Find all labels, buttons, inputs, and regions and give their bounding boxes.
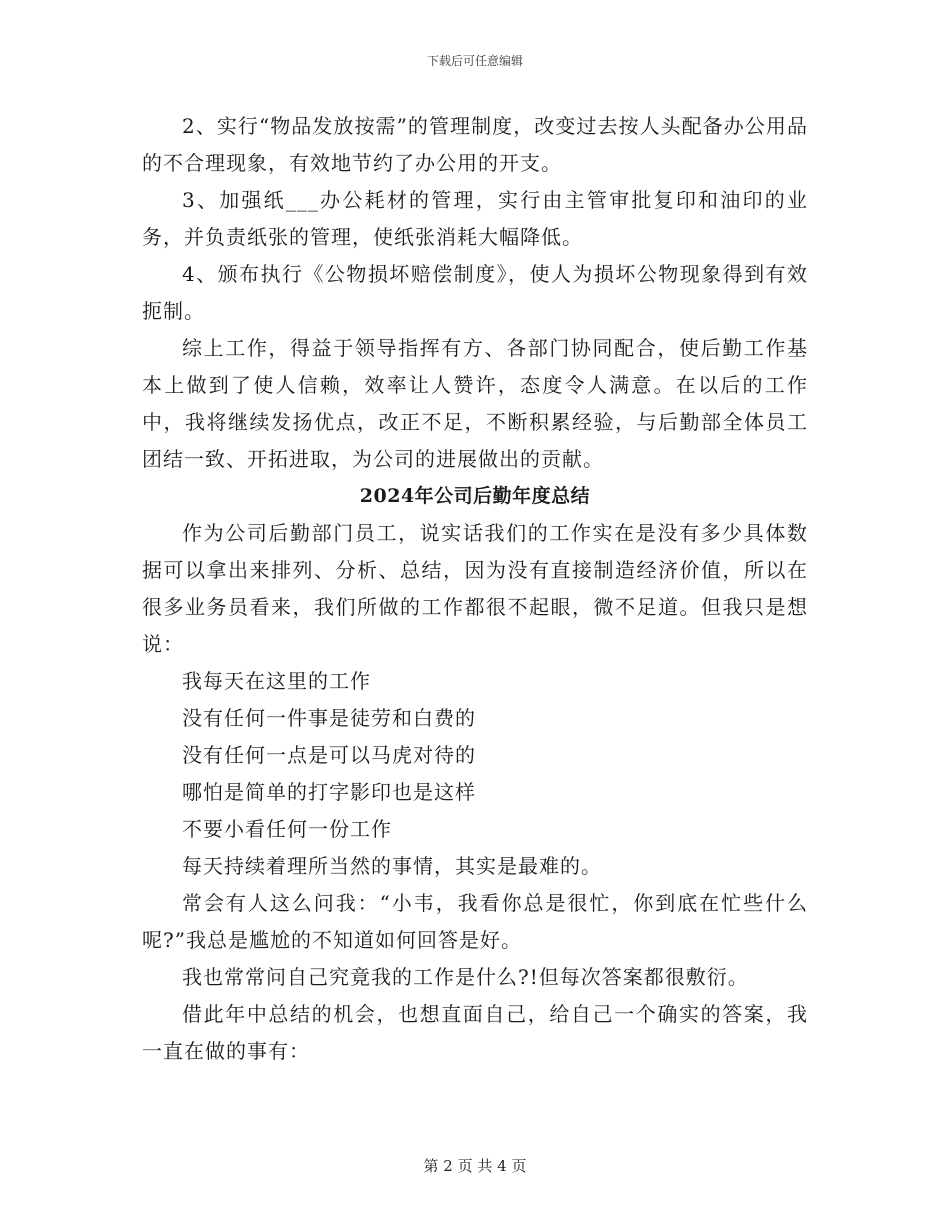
paragraph-item-2: 2、实行“物品发放按需”的管理制度，改变过去按人头配备办公用品的不合理现象，有效地节约了办公用的开支。 bbox=[142, 114, 808, 175]
verse-line-5: 不要小看任何一份工作 bbox=[182, 817, 392, 841]
paragraph-item-3: 3、加强纸___办公耗材的管理，实行由主管审批复印和油印的业务，并负责纸张的管理，使纸张消耗大幅降低。 bbox=[142, 188, 808, 249]
section-title: 2024年公司后勤年度总结 bbox=[359, 485, 591, 507]
verse-line-3: 没有任何一点是可以马虎对待的 bbox=[182, 743, 476, 767]
paragraph-daily: 每天持续着理所当然的事情，其实是最难的。 bbox=[182, 854, 602, 878]
page-header: 下载后可任意编辑 bbox=[426, 54, 523, 68]
paragraph-answer: 借此年中总结的机会，也想直面自己，给自己一个确实的答案，我一直在做的事有： bbox=[142, 1002, 808, 1063]
verse-line-1: 我每天在这里的工作 bbox=[182, 669, 371, 693]
paragraph-summary: 综上工作，得益于领导指挥有方、各部门协同配合，使后勤工作基本上做到了使人信赖，效率让人赞许，态度令人满意。在以后的工作中，我将继续发扬优点，改正不足，不断积累经验，与后勤部全体员工团结一致、开拓进取，为公司的进展做出的贡献。 bbox=[142, 336, 808, 471]
paragraph-question: 常会有人这么问我：“小韦，我看你总是很忙，你到底在忙些什么呢?”我总是尴尬的不知道如何回答是好。 bbox=[142, 891, 808, 952]
paragraph-item-4: 4、颁布执行《公物损坏赔偿制度》，使人为损坏公物现象得到有效扼制。 bbox=[142, 262, 808, 323]
document-body bbox=[142, 108, 808, 1070]
verse-line-4: 哪怕是简单的打字影印也是这样 bbox=[182, 780, 476, 804]
page-footer: 第 2 页 共 4 页 bbox=[423, 1157, 527, 1175]
verse-line-2: 没有任何一件事是徒劳和白费的 bbox=[182, 706, 476, 730]
paragraph-intro: 作为公司后勤部门员工，说实话我们的工作实在是没有多少具体数据可以拿出来排列、分析、总结，因为没有直接制造经济价值，所以在很多业务员看来，我们所做的工作都很不起眼，微不足道。但我只是想说： bbox=[142, 521, 808, 656]
paragraph-self-question: 我也常常问自己究竟我的工作是什么?!但每次答案都很敷衍。 bbox=[182, 965, 749, 989]
